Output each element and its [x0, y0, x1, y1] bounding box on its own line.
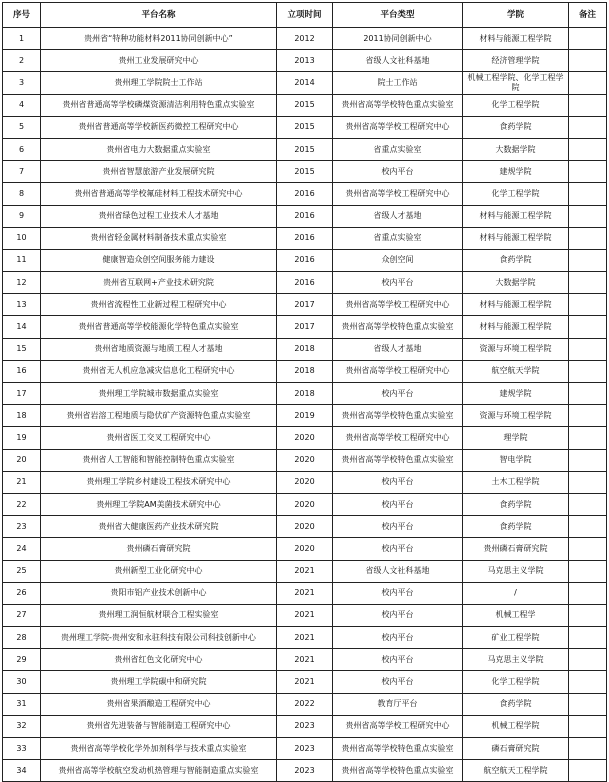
- cell-index: 34: [3, 760, 41, 782]
- table-row: [3, 493, 607, 515]
- cell-college: 矿业工程学院: [463, 627, 569, 649]
- table-row: [3, 760, 607, 782]
- cell-year: 2021: [277, 582, 333, 604]
- cell-platform-name: 贵州省普通高等学校磷煤资源清洁利用特色重点实验室: [41, 94, 277, 116]
- cell-index: 17: [3, 383, 41, 405]
- table-row: [3, 360, 607, 382]
- cell-platform-type: 省重点实验室: [333, 138, 463, 160]
- table-row: [3, 205, 607, 227]
- cell-college: 大数据学院: [463, 138, 569, 160]
- cell-year: 2017: [277, 316, 333, 338]
- cell-remark: [569, 316, 607, 338]
- cell-remark: [569, 28, 607, 50]
- cell-platform-name: 贵州理工学院城市数据重点实验室: [41, 383, 277, 405]
- cell-college: 材料与能源工程学院: [463, 28, 569, 50]
- cell-platform-type: 省级人文社科基地: [333, 50, 463, 72]
- table-row: [3, 338, 607, 360]
- cell-remark: [569, 715, 607, 737]
- table-row: [3, 72, 607, 94]
- cell-platform-name: 贵州省医工交叉工程研究中心: [41, 427, 277, 449]
- cell-platform-type: 省级人文社科基地: [333, 560, 463, 582]
- cell-year: 2019: [277, 405, 333, 427]
- cell-index: 3: [3, 72, 41, 94]
- cell-index: 4: [3, 94, 41, 116]
- table-row: [3, 471, 607, 493]
- cell-platform-name: 贵州省地质资源与地质工程人才基地: [41, 338, 277, 360]
- cell-index: 5: [3, 116, 41, 138]
- table-row: [3, 272, 607, 294]
- cell-index: 21: [3, 471, 41, 493]
- cell-year: 2020: [277, 449, 333, 471]
- cell-index: 12: [3, 272, 41, 294]
- cell-college: 食药学院: [463, 693, 569, 715]
- cell-platform-type: 贵州省高等学校工程研究中心: [333, 427, 463, 449]
- cell-year: 2016: [277, 205, 333, 227]
- cell-remark: [569, 183, 607, 205]
- cell-college: 马克思主义学院: [463, 649, 569, 671]
- cell-platform-type: 贵州省高等学校特色重点实验室: [333, 405, 463, 427]
- header-remark: 备注: [569, 3, 607, 28]
- cell-year: 2016: [277, 183, 333, 205]
- cell-index: 19: [3, 427, 41, 449]
- cell-year: 2020: [277, 516, 333, 538]
- cell-platform-type: 校内平台: [333, 383, 463, 405]
- cell-college: 化学工程学院: [463, 183, 569, 205]
- cell-platform-type: 众创空间: [333, 249, 463, 271]
- cell-index: 26: [3, 582, 41, 604]
- cell-remark: [569, 760, 607, 782]
- cell-college: 马克思主义学院: [463, 560, 569, 582]
- cell-college: 机械工程学院、化学工程学院: [463, 72, 569, 94]
- cell-platform-name: 贵州省红色文化研究中心: [41, 649, 277, 671]
- cell-platform-name: 贵州理工学院碳中和研究院: [41, 671, 277, 693]
- cell-remark: [569, 383, 607, 405]
- cell-college: 材料与能源工程学院: [463, 205, 569, 227]
- cell-year: 2021: [277, 649, 333, 671]
- cell-college: 建规学院: [463, 383, 569, 405]
- cell-platform-type: 贵州省高等学校特色重点实验室: [333, 94, 463, 116]
- cell-platform-type: 校内平台: [333, 649, 463, 671]
- table-row: [3, 28, 607, 50]
- cell-index: 11: [3, 249, 41, 271]
- cell-year: 2022: [277, 693, 333, 715]
- cell-year: 2016: [277, 272, 333, 294]
- cell-platform-type: 贵州省高等学校工程研究中心: [333, 116, 463, 138]
- cell-remark: [569, 427, 607, 449]
- cell-platform-name: 贵州工业发展研究中心: [41, 50, 277, 72]
- table-row: [3, 227, 607, 249]
- table-row: [3, 538, 607, 560]
- cell-college: 资源与环境工程学院: [463, 405, 569, 427]
- cell-remark: [569, 493, 607, 515]
- cell-platform-type: 贵州省高等学校工程研究中心: [333, 715, 463, 737]
- cell-remark: [569, 294, 607, 316]
- cell-platform-name: 贵州省绿色过程工业技术人才基地: [41, 205, 277, 227]
- cell-year: 2015: [277, 116, 333, 138]
- cell-platform-name: 健康智造众创空间服务能力建设: [41, 249, 277, 271]
- header-college: 学院: [463, 3, 569, 28]
- table-row: [3, 94, 607, 116]
- cell-remark: [569, 604, 607, 626]
- cell-index: 20: [3, 449, 41, 471]
- cell-platform-name: 贵州理工学院AM美菌技术研究中心: [41, 493, 277, 515]
- cell-platform-type: 省重点实验室: [333, 227, 463, 249]
- cell-index: 31: [3, 693, 41, 715]
- cell-platform-type: 校内平台: [333, 627, 463, 649]
- cell-college: 大数据学院: [463, 272, 569, 294]
- cell-platform-type: 校内平台: [333, 671, 463, 693]
- table-row: [3, 649, 607, 671]
- table-row: [3, 383, 607, 405]
- header-index: 序号: [3, 3, 41, 28]
- cell-year: 2013: [277, 50, 333, 72]
- cell-remark: [569, 449, 607, 471]
- cell-year: 2015: [277, 161, 333, 183]
- cell-platform-name: 贵州省普通高等学校能源化学特色重点实验室: [41, 316, 277, 338]
- cell-platform-name: 贵州省普通高等学校氟硅材料工程技术研究中心: [41, 183, 277, 205]
- cell-remark: [569, 50, 607, 72]
- cell-index: 15: [3, 338, 41, 360]
- cell-index: 16: [3, 360, 41, 382]
- cell-college: /: [463, 582, 569, 604]
- cell-index: 7: [3, 161, 41, 183]
- cell-college: 理学院: [463, 427, 569, 449]
- cell-index: 30: [3, 671, 41, 693]
- cell-platform-type: 校内平台: [333, 538, 463, 560]
- cell-year: 2018: [277, 360, 333, 382]
- cell-platform-type: 校内平台: [333, 604, 463, 626]
- cell-platform-name: 贵阳市铝产业技术创新中心: [41, 582, 277, 604]
- cell-college: 资源与环境工程学院: [463, 338, 569, 360]
- table-row: [3, 427, 607, 449]
- cell-platform-name: 贵州省智慧旅游产业发展研究院: [41, 161, 277, 183]
- cell-platform-name: 贵州省高等学校航空发动机热管理与智能制造重点实验室: [41, 760, 277, 782]
- table-row: [3, 693, 607, 715]
- cell-year: 2015: [277, 94, 333, 116]
- cell-remark: [569, 205, 607, 227]
- table-row: [3, 627, 607, 649]
- cell-year: 2021: [277, 560, 333, 582]
- cell-college: 机械工程学院: [463, 715, 569, 737]
- cell-year: 2020: [277, 538, 333, 560]
- cell-platform-name: 贵州理工学院院士工作站: [41, 72, 277, 94]
- cell-college: 化学工程学院: [463, 94, 569, 116]
- cell-college: 机械工程学: [463, 604, 569, 626]
- cell-college: 材料与能源工程学院: [463, 227, 569, 249]
- cell-index: 1: [3, 28, 41, 50]
- cell-remark: [569, 227, 607, 249]
- cell-platform-type: 贵州省高等学校工程研究中心: [333, 360, 463, 382]
- cell-college: 食药学院: [463, 493, 569, 515]
- cell-remark: [569, 94, 607, 116]
- cell-year: 2012: [277, 28, 333, 50]
- cell-year: 2020: [277, 493, 333, 515]
- cell-college: 航空航天工程学院: [463, 760, 569, 782]
- table-body: [3, 28, 607, 782]
- table-header-row: [3, 3, 607, 28]
- cell-college: 建规学院: [463, 161, 569, 183]
- cell-index: 27: [3, 604, 41, 626]
- cell-remark: [569, 516, 607, 538]
- header-platform-type: 平台类型: [333, 3, 463, 28]
- cell-platform-type: 校内平台: [333, 161, 463, 183]
- cell-year: 2017: [277, 294, 333, 316]
- cell-remark: [569, 471, 607, 493]
- cell-remark: [569, 738, 607, 760]
- cell-index: 6: [3, 138, 41, 160]
- cell-year: 2020: [277, 427, 333, 449]
- cell-platform-type: 贵州省高等学校工程研究中心: [333, 294, 463, 316]
- cell-platform-type: 校内平台: [333, 516, 463, 538]
- cell-college: 食药学院: [463, 516, 569, 538]
- cell-remark: [569, 693, 607, 715]
- platform-table: [2, 2, 607, 782]
- cell-platform-name: 贵州新型工业化研究中心: [41, 560, 277, 582]
- cell-platform-name: 贵州省人工智能和智能控制特色重点实验室: [41, 449, 277, 471]
- cell-platform-type: 贵州省高等学校特色重点实验室: [333, 449, 463, 471]
- cell-college: 食药学院: [463, 249, 569, 271]
- table-row: [3, 183, 607, 205]
- cell-remark: [569, 116, 607, 138]
- cell-year: 2023: [277, 715, 333, 737]
- cell-remark: [569, 627, 607, 649]
- cell-college: 材料与能源工程学院: [463, 316, 569, 338]
- cell-platform-type: 贵州省高等学校特色重点实验室: [333, 316, 463, 338]
- cell-platform-name: 贵州省高等学校化学外加剂科学与技术重点实验室: [41, 738, 277, 760]
- cell-year: 2021: [277, 627, 333, 649]
- table-row: [3, 604, 607, 626]
- cell-remark: [569, 138, 607, 160]
- header-year: 立项时间: [277, 3, 333, 28]
- cell-remark: [569, 272, 607, 294]
- cell-platform-type: 贵州省高等学校工程研究中心: [333, 183, 463, 205]
- cell-platform-type: 校内平台: [333, 582, 463, 604]
- cell-college: 材料与能源工程学院: [463, 294, 569, 316]
- cell-year: 2023: [277, 760, 333, 782]
- cell-platform-name: 贵州理工润恒航材联合工程实验室: [41, 604, 277, 626]
- cell-platform-type: 2011协同创新中心: [333, 28, 463, 50]
- cell-platform-type: 教育厅平台: [333, 693, 463, 715]
- cell-remark: [569, 538, 607, 560]
- cell-year: 2016: [277, 227, 333, 249]
- cell-year: 2018: [277, 383, 333, 405]
- cell-college: 食药学院: [463, 116, 569, 138]
- cell-platform-name: 贵州理工学院乡村建设工程技术研究中心: [41, 471, 277, 493]
- cell-platform-type: 院士工作站: [333, 72, 463, 94]
- cell-remark: [569, 560, 607, 582]
- cell-index: 10: [3, 227, 41, 249]
- cell-platform-name: 贵州理工学院-贵州安和永驻科技有限公司科技创新中心: [41, 627, 277, 649]
- table-container: [2, 2, 607, 782]
- cell-year: 2021: [277, 604, 333, 626]
- cell-remark: [569, 249, 607, 271]
- cell-college: 经济管理学院: [463, 50, 569, 72]
- cell-platform-name: 贵州省电力大数据重点实验室: [41, 138, 277, 160]
- cell-platform-name: 贵州省“特种功能材料2011协同创新中心”: [41, 28, 277, 50]
- cell-platform-type: 省级人才基地: [333, 205, 463, 227]
- cell-platform-name: 贵州省先进装备与智能制造工程研究中心: [41, 715, 277, 737]
- table-row: [3, 671, 607, 693]
- cell-year: 2020: [277, 471, 333, 493]
- cell-remark: [569, 671, 607, 693]
- table-row: [3, 560, 607, 582]
- cell-index: 28: [3, 627, 41, 649]
- cell-year: 2018: [277, 338, 333, 360]
- cell-index: 32: [3, 715, 41, 737]
- table-row: [3, 249, 607, 271]
- cell-index: 14: [3, 316, 41, 338]
- cell-platform-type: 贵州省高等学校特色重点实验室: [333, 738, 463, 760]
- table-row: [3, 50, 607, 72]
- cell-index: 33: [3, 738, 41, 760]
- cell-platform-type: 校内平台: [333, 493, 463, 515]
- cell-college: 磷石膏研究院: [463, 738, 569, 760]
- cell-index: 29: [3, 649, 41, 671]
- cell-platform-type: 贵州省高等学校特色重点实验室: [333, 760, 463, 782]
- table-row: [3, 161, 607, 183]
- cell-remark: [569, 161, 607, 183]
- table-row: [3, 405, 607, 427]
- cell-platform-name: 贵州磷石膏研究院: [41, 538, 277, 560]
- cell-index: 2: [3, 50, 41, 72]
- cell-year: 2014: [277, 72, 333, 94]
- cell-year: 2023: [277, 738, 333, 760]
- header-platform-name: 平台名称: [41, 3, 277, 28]
- cell-remark: [569, 582, 607, 604]
- cell-index: 25: [3, 560, 41, 582]
- cell-platform-name: 贵州省流程性工业新过程工程研究中心: [41, 294, 277, 316]
- cell-index: 24: [3, 538, 41, 560]
- table-row: [3, 116, 607, 138]
- cell-platform-name: 贵州省普通高等学校新医药微控工程研究中心: [41, 116, 277, 138]
- cell-index: 18: [3, 405, 41, 427]
- cell-college: 土木工程学院: [463, 471, 569, 493]
- cell-index: 13: [3, 294, 41, 316]
- cell-remark: [569, 360, 607, 382]
- table-row: [3, 316, 607, 338]
- cell-platform-type: 省级人才基地: [333, 338, 463, 360]
- cell-index: 23: [3, 516, 41, 538]
- table-row: [3, 449, 607, 471]
- cell-platform-name: 贵州省轻金属材料制备技术重点实验室: [41, 227, 277, 249]
- cell-index: 9: [3, 205, 41, 227]
- cell-platform-name: 贵州省无人机应急减灾信息化工程研究中心: [41, 360, 277, 382]
- cell-index: 22: [3, 493, 41, 515]
- cell-platform-type: 校内平台: [333, 471, 463, 493]
- cell-remark: [569, 338, 607, 360]
- cell-platform-type: 校内平台: [333, 272, 463, 294]
- cell-platform-name: 贵州省互联网+产业技术研究院: [41, 272, 277, 294]
- table-row: [3, 138, 607, 160]
- cell-year: 2015: [277, 138, 333, 160]
- cell-platform-name: 贵州省岩溶工程地质与隐伏矿产资源特色重点实验室: [41, 405, 277, 427]
- table-row: [3, 738, 607, 760]
- table-row: [3, 582, 607, 604]
- cell-college: 智电学院: [463, 449, 569, 471]
- cell-index: 8: [3, 183, 41, 205]
- table-row: [3, 516, 607, 538]
- cell-remark: [569, 72, 607, 94]
- cell-platform-name: 贵州省大健康医药产业技术研究院: [41, 516, 277, 538]
- cell-college: 化学工程学院: [463, 671, 569, 693]
- table-row: [3, 294, 607, 316]
- cell-year: 2016: [277, 249, 333, 271]
- cell-college: 贵州磷石膏研究院: [463, 538, 569, 560]
- cell-remark: [569, 649, 607, 671]
- cell-remark: [569, 405, 607, 427]
- table-row: [3, 715, 607, 737]
- cell-college: 航空航天学院: [463, 360, 569, 382]
- cell-year: 2021: [277, 671, 333, 693]
- cell-platform-name: 贵州省果酒酿造工程研究中心: [41, 693, 277, 715]
